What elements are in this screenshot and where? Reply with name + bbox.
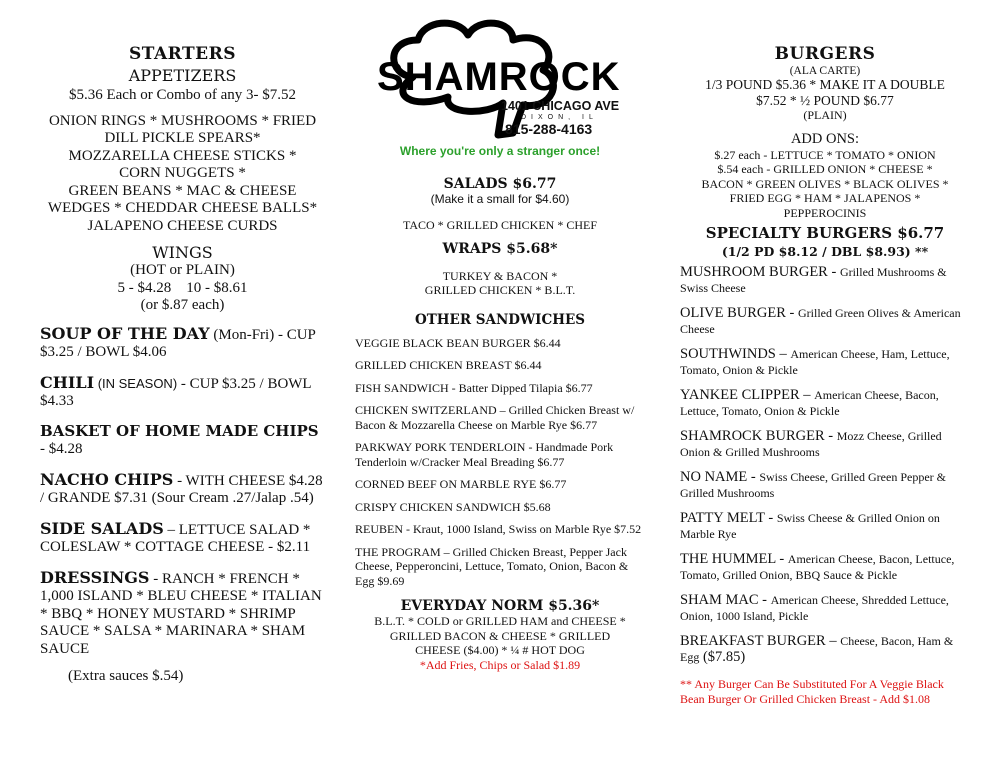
addons-line: $.27 each - LETTUCE * TOMATO * ONION	[714, 147, 936, 162]
salads-note: (Make it a small for $4.60)	[430, 192, 570, 206]
wings-heading: WINGS	[152, 243, 213, 262]
nacho-item	[40, 471, 325, 508]
soup-desc: (Mon-Fri) - CUP $3.25 / BOWL $4.06	[40, 326, 316, 360]
substitution-note: ** Any Burger Can Be Substituted For A Veggie Black Bean Burger Or Grilled Chicken Breast - Add $1.08	[680, 677, 944, 706]
starters-heading: STARTERS	[128, 44, 237, 64]
norm-line: B.L.T. * COLD or GRILLED HAM and CHEESE *	[374, 614, 626, 628]
burger-name: PATTY MELT -	[680, 510, 777, 526]
burger-item	[680, 387, 970, 419]
burger-desc: American Cheese, Bacon, Lettuce, Tomato, Onion & Pickle	[680, 388, 939, 418]
nacho-name: NACHO CHIPS	[40, 469, 174, 489]
tagline: Where you're only a stranger once!	[399, 144, 601, 158]
wraps-line: TURKEY & BACON *	[442, 268, 558, 283]
nacho-desc: - WITH CHEESE $4.28 / GRANDE $7.31 (Sour Cream .27/Jalap .54)	[40, 472, 323, 506]
specialty-heading: SPECIALTY BURGERS $6.77	[705, 224, 945, 242]
sandwich-item: PARKWAY PORK TENDERLOIN - Handmade Pork Tenderloin w/Cracker Meal Breading $6.77	[355, 440, 614, 469]
sandwich-item: THE PROGRAM – Grilled Chicken Breast, Pepper Jack Cheese, Pepperoncini, Lettuce, Tomato, Onion, Bacon & Egg $9.69	[355, 544, 629, 588]
burger-item	[680, 592, 970, 624]
norm-line: GRILLED BACON & CHEESE * GRILLED	[389, 628, 611, 643]
sandwich-item: CORNED BEEF ON MARBLE RYE $6.77	[355, 477, 567, 491]
wings-info	[40, 262, 325, 315]
other-sandwiches-heading: OTHER SANDWICHES	[414, 311, 586, 328]
sandwich-item: CHICKEN SWITZERLAND – Grilled Chicken Breast w/ Bacon & Mozzarella Cheese on Marble Rye $6.77	[355, 403, 635, 432]
appetizer-line: GREEN BEANS * MAC & CHEESE	[68, 182, 297, 199]
wraps-line: GRILLED CHICKEN * B.L.T.	[424, 283, 576, 297]
everyday-norm-heading: EVERYDAY NORM $5.36*	[400, 598, 600, 614]
burgers-column	[680, 44, 970, 706]
chili-season: (IN SEASON)	[94, 375, 178, 391]
appetizer-line: ONION RINGS * MUSHROOMS * FRIED	[48, 112, 317, 129]
shamrock-logo	[373, 15, 628, 145]
appetizer-line: CORN NUGGETS *	[119, 165, 246, 181]
burger-desc: Cheese, Bacon, Ham & Egg	[680, 634, 954, 664]
salads-items: TACO * GRILLED CHICKEN * CHEF	[402, 218, 598, 232]
sandwich-item: FISH SANDWICH - Batter Dipped Tilapia $6.77	[355, 380, 593, 395]
appetizers-price: $5.36 Each or Combo of any 3- $7.52	[68, 87, 297, 103]
burger-desc: Grilled Mushrooms & Swiss Cheese	[680, 265, 947, 295]
appetizer-line: JALAPENO CHEESE CURDS	[87, 217, 278, 234]
burger-name: OLIVE BURGER -	[680, 305, 799, 321]
logo-address: 1401 CHICAGO AVE	[501, 99, 620, 113]
appetizer-line: WEDGES * CHEDDAR CHEESE BALLS*	[47, 200, 318, 216]
burger-name: YANKEE CLIPPER –	[680, 387, 815, 403]
logo-name: SHAMROCK	[377, 55, 621, 99]
burger-desc: American Cheese, Ham, Lettuce, Tomato, Onion & Pickle	[680, 347, 950, 377]
chips-desc: - $4.28	[40, 441, 83, 457]
norm-line: CHEESE ($4.00) * ¼ # HOT DOG	[415, 643, 585, 657]
burger-item	[680, 305, 970, 337]
pound-line: (PLAIN)	[803, 108, 847, 122]
burger-item	[680, 469, 970, 501]
sandwich-item: REUBEN - Kraut, 1000 Island, Swiss on Marble Rye $7.52	[355, 522, 642, 536]
sandwich-list	[355, 336, 645, 589]
burger-item	[680, 633, 970, 665]
burger-name: THE HUMMEL -	[680, 551, 788, 567]
everyday-norm-items	[355, 614, 645, 672]
wings-line: 5 - $4.28 10 - $8.61	[117, 279, 248, 296]
burger-desc: Swiss Cheese & Grilled Onion on Marble Rye	[680, 511, 940, 541]
burgers-heading: BURGERS	[774, 44, 876, 64]
burger-name: MUSHROOM BURGER -	[680, 264, 840, 280]
appetizer-line: MOZZARELLA CHEESE STICKS *	[68, 147, 297, 164]
wraps-heading: WRAPS $5.68*	[442, 240, 558, 257]
burger-desc: American Cheese, Shredded Lettuce, Onion, 1000 Island, Pickle	[680, 593, 949, 623]
dressings-name: DRESSINGS	[40, 567, 150, 587]
burger-name: BREAKFAST BURGER –	[680, 633, 841, 649]
addons-list	[680, 148, 970, 221]
soup-item	[40, 325, 325, 362]
burger-item	[680, 346, 970, 378]
burger-item	[680, 428, 970, 460]
pound-line: $7.52 * ½ POUND $6.77	[756, 92, 894, 108]
wings-line: (HOT or PLAIN)	[130, 262, 235, 278]
addons-line: BACON * GREEN OLIVES * BLACK OLIVES *	[701, 176, 949, 191]
burger-desc: Swiss Cheese, Grilled Green Pepper & Grilled Mushrooms	[680, 470, 946, 500]
appetizers-heading: APPETIZERS	[128, 66, 237, 85]
starters-column	[40, 44, 325, 686]
salads-heading: SALADS $6.77	[443, 176, 557, 192]
burger-desc: Mozz Cheese, Grilled Onion & Grilled Mushrooms	[680, 429, 942, 459]
extra-sauces: (Extra sauces $.54)	[68, 668, 184, 684]
burger-item	[680, 551, 970, 583]
middle-column	[355, 176, 645, 672]
appetizer-line: DILL PICKLE SPEARS*	[104, 130, 261, 146]
sandwich-item: GRILLED CHICKEN BREAST $6.44	[355, 358, 542, 372]
dressings-item	[40, 569, 325, 659]
specialty-subheading: (1/2 PD $8.12 / DBL $8.93) **	[721, 244, 929, 259]
chili-desc: - CUP $3.25 / BOWL $4.33	[40, 375, 312, 409]
chips-item	[40, 423, 325, 459]
sandwich-item: CRISPY CHICKEN SANDWICH $5.68	[355, 499, 551, 514]
burger-extra-price: ($7.85)	[699, 649, 746, 665]
norm-note: *Add Fries, Chips or Salad $1.89	[419, 657, 581, 672]
ala-carte: (ALA CARTE)	[789, 65, 861, 77]
chili-item	[40, 374, 325, 411]
burger-desc: American Cheese, Bacon, Lettuce, Tomato, Grilled Onion, BBQ Sauce & Pickle	[680, 552, 955, 582]
burger-item	[680, 510, 970, 542]
chips-name: BASKET OF HOME MADE CHIPS	[40, 421, 319, 440]
burger-desc: Grilled Green Olives & American Cheese	[680, 306, 961, 336]
burger-name: SHAM MAC -	[680, 592, 771, 608]
sandwich-item: VEGGIE BLACK BEAN BURGER $6.44	[355, 335, 561, 350]
appetizers-list	[40, 113, 325, 236]
dressings-desc: - RANCH * FRENCH * 1,000 ISLAND * BLEU CHEESE * ITALIAN * BBQ * HONEY MUSTARD * SHRIMP SAUCE * SALSA * MARINARA * SHAM SAUCE	[40, 570, 322, 657]
logo-phone: 815-288-4163	[505, 121, 593, 137]
burger-name: NO NAME -	[680, 469, 760, 485]
burger-name: SOUTHWINDS –	[680, 346, 791, 362]
wings-line: (or $.87 each)	[140, 297, 225, 313]
burger-item	[680, 264, 970, 296]
wraps-items	[355, 269, 645, 298]
logo-city: DIXON, IL	[521, 114, 598, 121]
soup-name: SOUP OF THE DAY	[40, 323, 210, 343]
side-salads-item	[40, 520, 325, 557]
specialty-burger-list	[680, 264, 970, 665]
addons-line: $.54 each - GRILLED ONION * CHEESE *	[717, 162, 933, 176]
side-salads-name: SIDE SALADS	[40, 518, 164, 538]
burger-name: SHAMROCK BURGER -	[680, 428, 837, 444]
pound-line: 1/3 POUND $5.36 * MAKE IT A DOUBLE	[705, 77, 945, 92]
addons-line: FRIED EGG * HAM * JALAPENOS *	[729, 191, 921, 205]
side-salads-desc: – LETTUCE SALAD * COLESLAW * COTTAGE CHEESE - $2.11	[40, 521, 311, 555]
pound-prices	[680, 77, 970, 124]
chili-name: CHILI	[40, 372, 95, 392]
addons-heading: ADD ONS:	[790, 130, 860, 147]
addons-line: PEPPEROCINIS	[783, 205, 867, 220]
